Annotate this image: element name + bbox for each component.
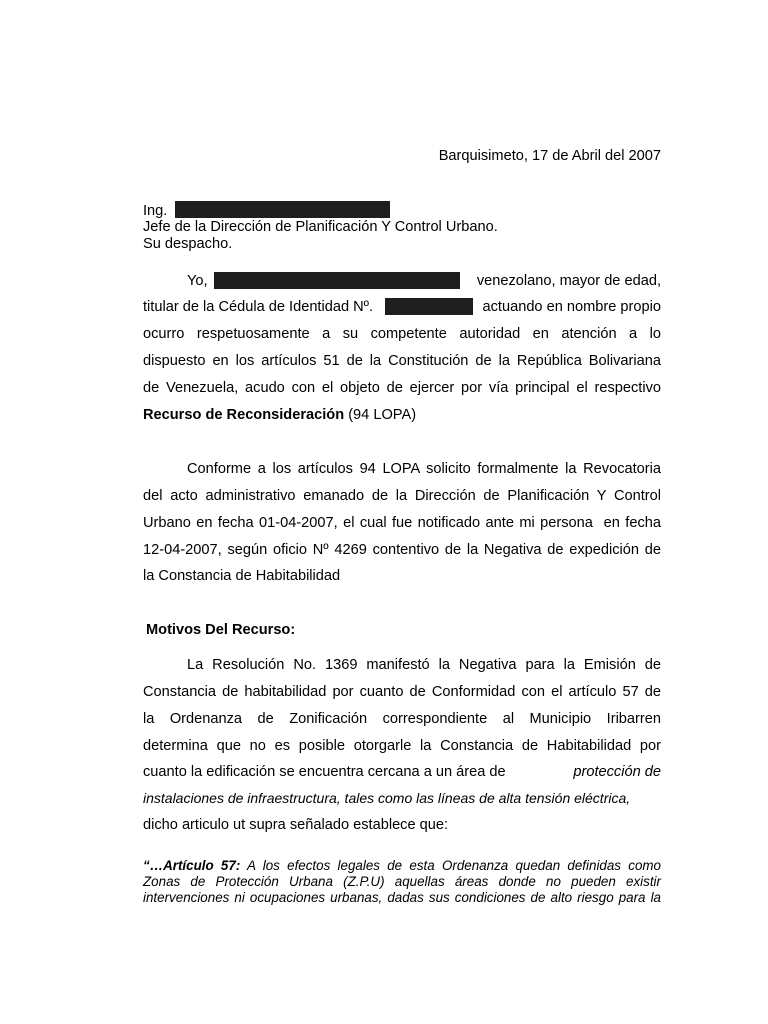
- para3-line7: dicho articulo ut supra señalado establece que:: [143, 817, 449, 833]
- para3-line5-italic: protección de: [573, 764, 661, 780]
- para3-line2: Constancia de habitabilidad por cuanto de Conformidad con el artículo 57 de: [143, 684, 661, 700]
- quote-line1: [143, 858, 661, 873]
- quote-line1-text: A los efectos legales de esta Ordenanza quedan definidas como: [240, 858, 662, 873]
- para2-line2: del acto administrativo emanado de la Dirección de Planificación Y Control: [143, 488, 661, 504]
- para2-line4: 12-04-2007, según oficio Nº 4269 contentivo de la Negativa de expedición de: [143, 542, 661, 558]
- quote-line2: Zonas de Protección Urbana (Z.P.U) aquellas áreas donde no pueden existir: [143, 874, 661, 889]
- para3-line1: La Resolución No. 1369 manifestó la Negativa para la Emisión de: [187, 657, 661, 673]
- para3-line3: la Ordenanza de Zonificación correspondiente al Municipio Iribarren: [143, 711, 661, 727]
- redacted-author-name: [214, 272, 460, 289]
- para1-acting: actuando en nombre propio: [482, 299, 661, 315]
- para1-yo: Yo,: [187, 273, 208, 289]
- redacted-id-number: [385, 298, 473, 315]
- para2-line5: la Constancia de Habitabilidad: [143, 568, 341, 584]
- recipient-salutation: Su despacho.: [143, 236, 233, 252]
- recurso-law: (94 LOPA): [344, 407, 417, 423]
- para1-id-label: titular de la Cédula de Identidad Nº.: [143, 299, 374, 315]
- para2-line3: Urbano en fecha 01-04-2007, el cual fue notificado ante mi persona en fecha: [143, 515, 661, 531]
- para3-line6: instalaciones de infraestructura, tales como las líneas de alta tensión eléctrica,: [143, 790, 631, 806]
- quote-article-label: “…Artículo 57:: [143, 858, 241, 873]
- para1-nationality: venezolano, mayor de edad,: [476, 273, 661, 289]
- redacted-recipient-name: [175, 201, 390, 218]
- para2-line1: Conforme a los artículos 94 LOPA solicito formalmente la Revocatoria: [187, 461, 661, 477]
- para3-line5-text: cuanto la edificación se encuentra cercana a un área de: [143, 764, 506, 780]
- para1-line6: [143, 406, 661, 424]
- recipient-title: Ing.: [143, 203, 168, 219]
- quote-line3: intervenciones ni ocupaciones urbanas, dadas sus condiciones de alto riesgo para la: [143, 890, 661, 905]
- para3-line5: [143, 763, 661, 781]
- para1-line2: [143, 298, 661, 316]
- para1-line5: de Venezuela, acudo con el objeto de ejercer por vía principal el respectivo: [143, 380, 661, 396]
- place-date: Barquisimeto, 17 de Abril del 2007: [438, 148, 661, 164]
- para1-line4: dispuesto en los artículos 51 de la Constitución de la República Bolivariana: [143, 353, 661, 369]
- recurso-title: Recurso de Reconsideración: [143, 407, 345, 423]
- para3-line4: determina que no es posible otorgarle la Constancia de Habitabilidad por: [143, 738, 661, 754]
- recipient-position: Jefe de la Dirección de Planificación Y Control Urbano.: [143, 219, 498, 235]
- section-heading: Motivos Del Recurso:: [146, 622, 296, 638]
- para1-line3: ocurro respetuosamente a su competente autoridad en atención a lo: [143, 326, 661, 342]
